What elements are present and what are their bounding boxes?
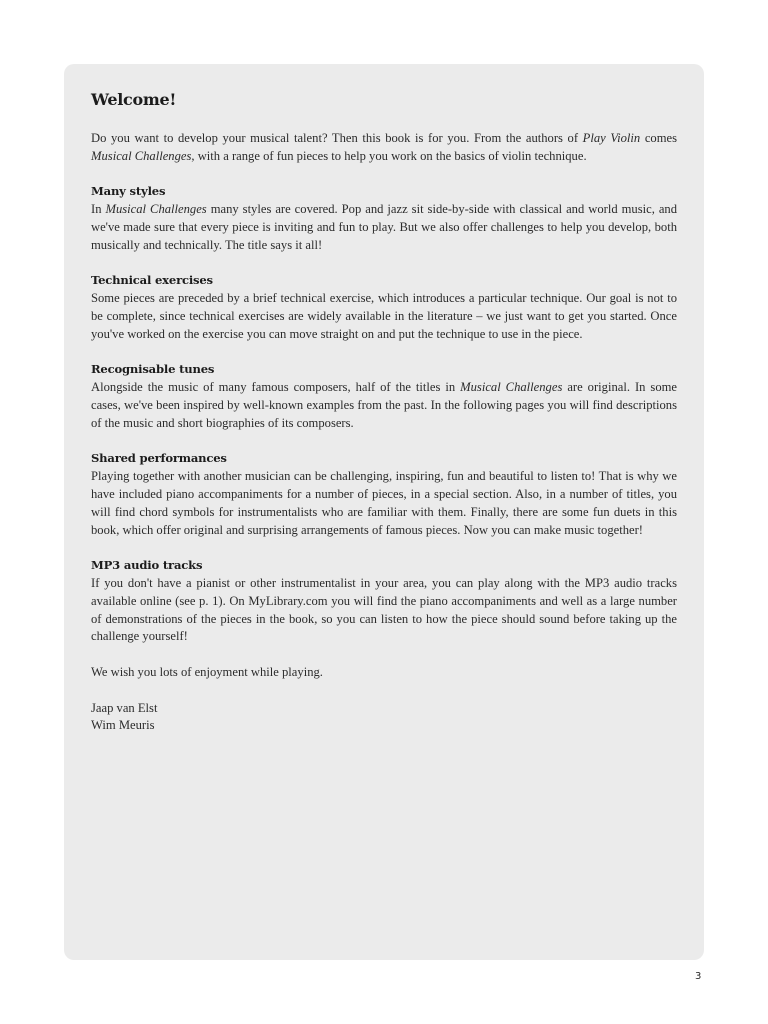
text-run: If you don't have a pianist or other instrumentalist in your area, you can play along with the MP3 audio tracks available online (see p. 1). On MyLibrary.com you will find the piano accompaniments and well as a large number of demonstrations of the pieces in the book, so you can listen to how the piece should sound before taking up the challenge yourself! [91, 575, 677, 644]
section-heading: Recognisable tunes [91, 362, 215, 377]
page-title: Welcome! [91, 90, 177, 109]
section-heading: Shared performances [91, 451, 227, 466]
text-run: many styles are covered. Pop and jazz sit side-by-side with classical and world music, and we've made sure that every piece is inviting and fun to play. But we also offer challenges to help you develop, both musically and technically. The title says it all! [91, 202, 678, 252]
page-number: 3 [695, 971, 702, 982]
section-many-styles [91, 183, 677, 254]
author-signatures [91, 700, 677, 736]
section-body [91, 201, 677, 254]
section-body [91, 468, 677, 539]
text-run: Do you want to develop your musical talent? Then this book is for you. From the authors of [91, 131, 583, 145]
intro-paragraph [91, 130, 677, 166]
author-name: Wim Meuris [91, 718, 155, 733]
text-run: , with a range of fun pieces to help you work on the basics of violin technique. [191, 148, 587, 163]
section-heading: MP3 audio tracks [91, 558, 203, 573]
text-run: Some pieces are preceded by a brief technical exercise, which introduces a particular technique. Our goal is not to be complete, since technical exercises are widely available in the literature – we just want to get you started. Once you've worked on the exercise you can move straight on and put the technique to use in the piece. [91, 291, 677, 341]
section-heading: Many styles [91, 184, 166, 199]
italic-title: Musical Challenges [91, 148, 192, 163]
section-shared-performances [91, 450, 677, 539]
section-body [91, 575, 677, 646]
welcome-panel [64, 64, 704, 960]
section-heading: Technical exercises [91, 273, 213, 288]
section-technical-exercises [91, 272, 677, 343]
section-recognisable-tunes [91, 361, 677, 432]
italic-title: Musical Challenges [105, 202, 207, 217]
text-run: comes [640, 131, 678, 145]
section-body [91, 379, 677, 432]
section-mp3-audio-tracks [91, 557, 677, 646]
italic-title: Play Violin [582, 131, 641, 145]
text-run: In [91, 202, 106, 217]
section-body [91, 290, 677, 343]
text-run: Alongside the music of many famous composers, half of the titles in [91, 380, 461, 395]
italic-title: Musical Challenges [460, 380, 563, 395]
text-run: Playing together with another musician can be challenging, inspiring, fun and beautiful to listen to! That is why we have included piano accompaniments for a number of pieces, in a special section. Also, in a number of titles, you will find chord symbols for instrumentalists who are familiar with them. Finally, there are some fun duets in this book, which offer original and surprising arrangements of famous pieces. Now you can make music together! [91, 469, 677, 537]
closing-line: We wish you lots of enjoyment while playing. [91, 664, 323, 679]
text-run: are original. In some cases, we've been inspired by well-known examples from the past. In the following pages you will find descriptions of the music and short biographies of its composers. [91, 380, 677, 430]
author-name: Jaap van Elst [91, 700, 158, 715]
